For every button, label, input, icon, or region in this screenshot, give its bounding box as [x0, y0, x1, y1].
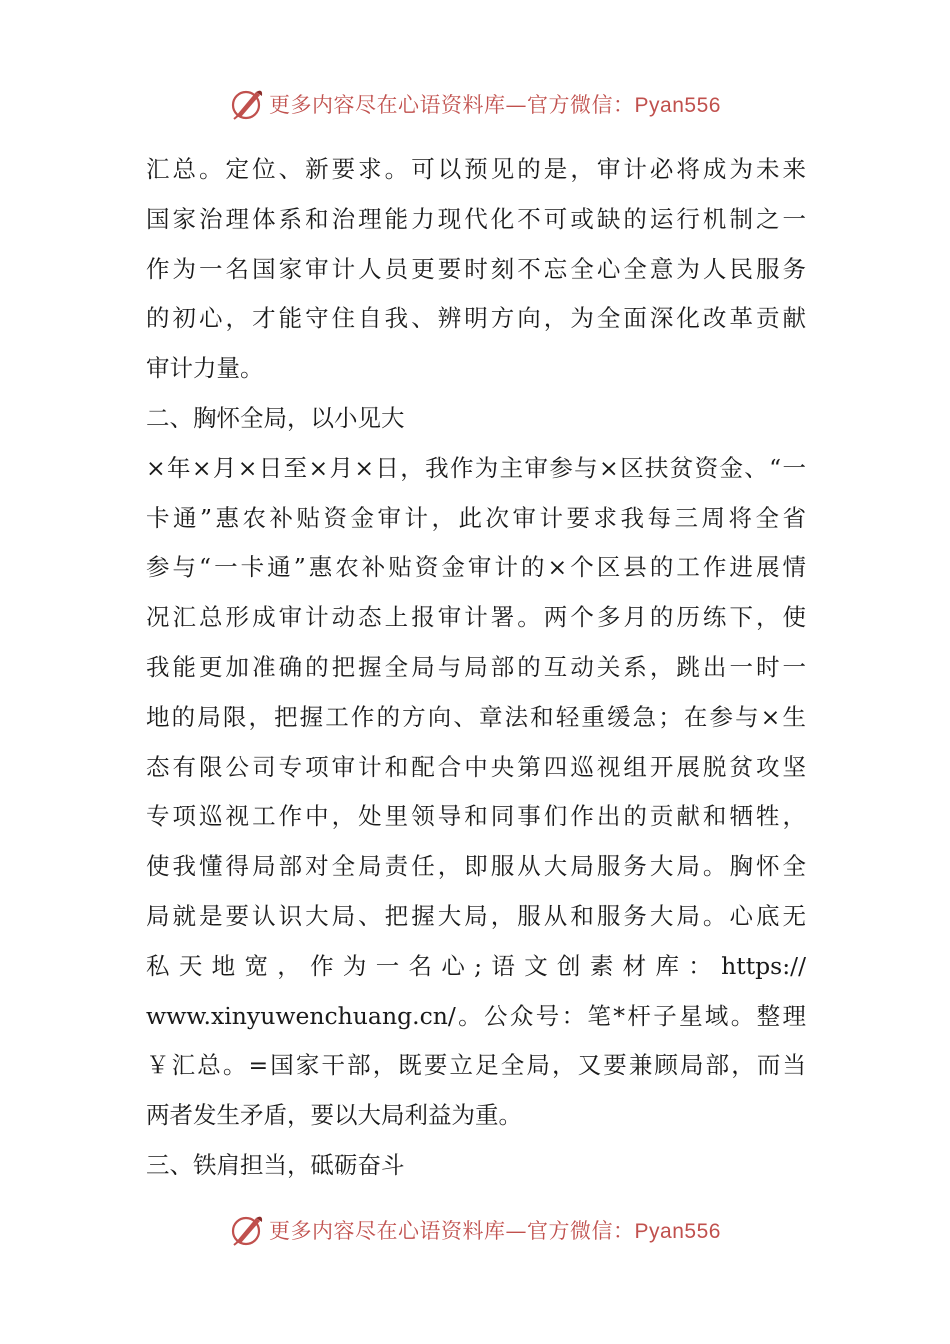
body-line: 参与“一卡通”惠农补贴资金审计的×个区县的工作进展情: [146, 553, 806, 582]
body-line: 我能更加准确的把握全局与局部的互动关系，跳出一时一: [146, 652, 806, 681]
footer-wechat-id: Pyan556: [634, 1220, 721, 1243]
header-wechat-id: Pyan556: [634, 94, 721, 117]
body-line: 地的局限，把握工作的方向、章法和轻重缓急；在参与×生: [146, 702, 806, 731]
quill-logo-icon: [229, 1212, 265, 1248]
quill-logo-icon: [229, 86, 265, 122]
body-line: 况汇总形成审计动态上报审计署。两个多月的历练下，使: [146, 603, 806, 632]
footer-banner-text: 更多内容尽在心语资料库—官方微信：Pyan556: [269, 1219, 721, 1243]
body-line: 国家治理体系和治理能力现代化不可或缺的运行机制之一: [146, 204, 806, 233]
body-line: 汇总。定位、新要求。可以预见的是，审计必将成为未来: [146, 155, 806, 183]
document-body: [146, 145, 806, 1191]
body-line: 态有限公司专项审计和配合中央第四巡视组开展脱贫攻坚: [146, 752, 806, 781]
body-line: 卡通”惠农补贴资金审计，此次审计要求我每三周将全省: [146, 503, 806, 532]
section-heading: 二、胸怀全局，以小见大: [146, 403, 405, 432]
body-line: ￥汇总。=国家干部，既要立足全局，又要兼顾局部，而当: [146, 1051, 806, 1080]
body-line: 专项巡视工作中，处里领导和同事们作出的贡献和牺牲，: [146, 802, 806, 831]
header-banner: [0, 82, 950, 126]
body-line: 两者发生矛盾，要以大局利益为重。: [146, 1101, 522, 1130]
body-line: 使我懂得局部对全局责任，即服从大局服务大局。胸怀全: [146, 852, 806, 881]
body-line: ×年×月×日至×月×日，我作为主审参与×区扶贫资金、“一: [146, 453, 806, 482]
section-heading: 三、铁肩担当，砥砺奋斗: [146, 1150, 405, 1179]
body-line: www.xinyuwenchuang.cn/。公众号：笔*杆子星域。整理: [146, 1001, 806, 1030]
body-line: 局就是要认识大局、把握大局，服从和服务大局。心底无: [146, 901, 806, 930]
header-banner-text: 更多内容尽在心语资料库—官方微信：Pyan556: [269, 93, 721, 117]
body-line: 作为一名国家审计人员更要时刻不忘全心全意为人民服务: [146, 254, 806, 283]
body-line: 审计力量。: [146, 354, 264, 383]
body-line: 私天地宽，作为一名心;语文创素材库：https://: [146, 951, 806, 980]
footer-banner: [0, 1208, 950, 1252]
body-line: 的初心，才能守住自我、辨明方向，为全面深化改革贡献: [146, 304, 806, 333]
